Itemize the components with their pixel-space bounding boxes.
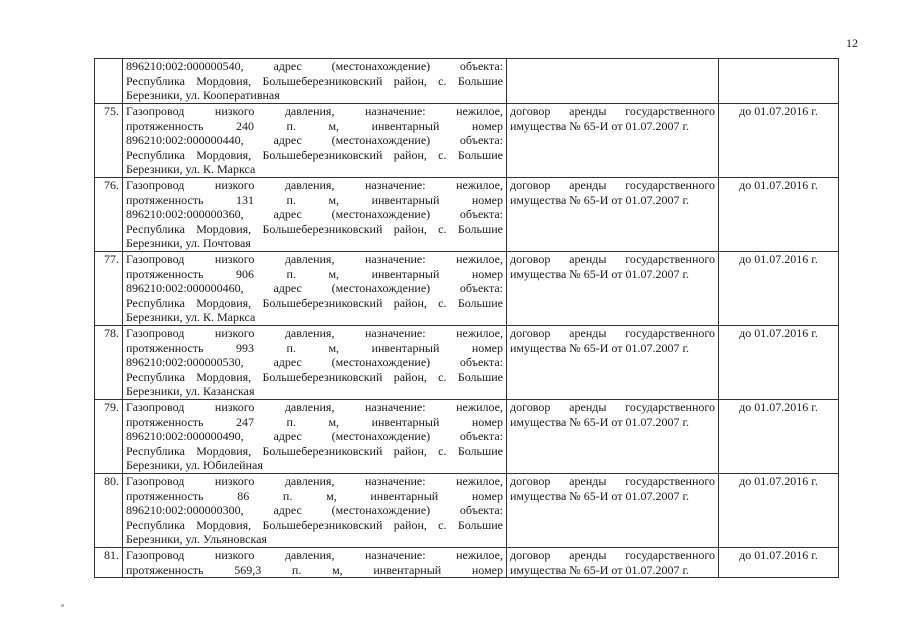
description-line: Газопровод низкого давления, назначение: нежилое, — [126, 104, 503, 118]
table-row — [95, 400, 839, 474]
document-line: договор аренды государственного — [510, 178, 715, 192]
description-line: протяженность 569,3 п. м, инвентарный номер — [126, 562, 503, 577]
description-line: Газопровод низкого давления, назначение: нежилое, — [126, 400, 503, 414]
description-line: Республика Мордовия, Большеберезниковский район, с. Большие — [126, 443, 503, 458]
basis-document-cell — [507, 400, 719, 474]
document-line: договор аренды государственного — [510, 474, 715, 488]
description-line: Газопровод низкого давления, назначение: нежилое, — [126, 548, 503, 562]
table-row — [95, 474, 839, 548]
object-description-cell — [123, 474, 507, 548]
description-line: Березники, ул. Ульяновская — [126, 532, 267, 547]
term-cell: до 01.07.2016 г. — [719, 252, 839, 326]
row-number-cell — [95, 59, 123, 104]
description-line: Березники, ул. К. Маркса — [126, 162, 256, 177]
basis-document-cell — [507, 474, 719, 548]
document-line: имущества № 65-И от 01.07.2007 г. — [510, 562, 690, 577]
description-line: Газопровод низкого давления, назначение: нежилое, — [126, 474, 503, 488]
description-line: Республика Мордовия, Большеберезниковский район, с. Большие — [126, 517, 503, 532]
description-line: Газопровод низкого давления, назначение: нежилое, — [126, 252, 503, 266]
description-line: протяженность 131 п. м, инвентарный номер — [126, 192, 503, 207]
term-cell — [719, 59, 839, 104]
description-line: 896210:002:000000300, адрес (местонахождение) объекта: — [126, 503, 503, 518]
row-number-cell: 77. — [95, 252, 123, 326]
description-line: протяженность 993 п. м, инвентарный номер — [126, 340, 503, 355]
object-description-cell — [123, 326, 507, 400]
scan-speck — [61, 604, 64, 607]
table-row — [95, 548, 839, 578]
table-row — [95, 252, 839, 326]
row-number-cell: 79. — [95, 400, 123, 474]
document-line: имущества № 65-И от 01.07.2007 г. — [510, 340, 690, 355]
basis-document-cell — [507, 178, 719, 252]
basis-document-cell — [507, 548, 719, 578]
table-row — [95, 104, 839, 178]
description-line: 896210:002:000000460, адрес (местонахождение) объекта: — [126, 281, 503, 296]
description-line: протяженность 240 п. м, инвентарный номер — [126, 118, 503, 133]
page-number: 12 — [846, 36, 858, 50]
object-description-cell — [123, 178, 507, 252]
row-number-cell: 76. — [95, 178, 123, 252]
object-description-cell — [123, 59, 507, 104]
description-line: Березники, ул. Юбилейная — [126, 458, 263, 473]
description-line: Березники, ул. К. Маркса — [126, 310, 256, 325]
table-row-continuation — [95, 59, 839, 104]
document-line: договор аренды государственного — [510, 548, 715, 562]
description-line: протяженность 247 п. м, инвентарный номер — [126, 414, 503, 429]
description-line: Березники, ул. Казанская — [126, 384, 255, 399]
object-description-cell — [123, 252, 507, 326]
row-number-cell: 75. — [95, 104, 123, 178]
description-line: Газопровод низкого давления, назначение: нежилое, — [126, 326, 503, 340]
term-cell: до 01.07.2016 г. — [719, 178, 839, 252]
table-row — [95, 326, 839, 400]
description-line: 896210:002:000000530, адрес (местонахождение) объекта: — [126, 355, 503, 370]
document-line: имущества № 65-И от 01.07.2007 г. — [510, 192, 690, 207]
description-line: 896210:002:000000540, адрес (местонахождение) объекта: — [126, 59, 503, 73]
row-number-cell: 78. — [95, 326, 123, 400]
description-line: Газопровод низкого давления, назначение: нежилое, — [126, 178, 503, 192]
description-line: протяженность 86 п. м, инвентарный номер — [126, 488, 503, 503]
description-line: 896210:002:000000490, адрес (местонахождение) объекта: — [126, 429, 503, 444]
description-line: Березники, ул. Кооперативная — [126, 88, 280, 103]
document-line: договор аренды государственного — [510, 326, 715, 340]
table-row — [95, 178, 839, 252]
object-description-cell — [123, 400, 507, 474]
object-description-cell — [123, 548, 507, 578]
description-line: 896210:002:000000360, адрес (местонахождение) объекта: — [126, 207, 503, 222]
document-line: договор аренды государственного — [510, 104, 715, 118]
description-line: 896210:002:000000440, адрес (местонахождение) объекта: — [126, 133, 503, 148]
description-line: Березники, ул. Почтовая — [126, 236, 251, 251]
description-line: Республика Мордовия, Большеберезниковский район, с. Большие — [126, 221, 503, 236]
document-line: договор аренды государственного — [510, 252, 715, 266]
term-cell: до 01.07.2016 г. — [719, 400, 839, 474]
basis-document-cell — [507, 252, 719, 326]
property-registry-table — [94, 58, 839, 578]
basis-document-cell — [507, 326, 719, 400]
description-line: Республика Мордовия, Большеберезниковский район, с. Большие — [126, 295, 503, 310]
description-line: Республика Мордовия, Большеберезниковский район, с. Большие — [126, 73, 503, 88]
document-line: имущества № 65-И от 01.07.2007 г. — [510, 266, 690, 281]
document-line: имущества № 65-И от 01.07.2007 г. — [510, 118, 690, 133]
row-number-cell: 81. — [95, 548, 123, 578]
term-cell: до 01.07.2016 г. — [719, 326, 839, 400]
description-line: протяженность 906 п. м, инвентарный номер — [126, 266, 503, 281]
term-cell: до 01.07.2016 г. — [719, 104, 839, 178]
object-description-cell — [123, 104, 507, 178]
term-cell: до 01.07.2016 г. — [719, 474, 839, 548]
description-line: Республика Мордовия, Большеберезниковский район, с. Большие — [126, 147, 503, 162]
row-number-cell: 80. — [95, 474, 123, 548]
document-line: договор аренды государственного — [510, 400, 715, 414]
document-line: имущества № 65-И от 01.07.2007 г. — [510, 414, 690, 429]
description-line: Республика Мордовия, Большеберезниковский район, с. Большие — [126, 369, 503, 384]
term-cell: до 01.07.2016 г. — [719, 548, 839, 578]
document-line: имущества № 65-И от 01.07.2007 г. — [510, 488, 690, 503]
basis-document-cell — [507, 104, 719, 178]
basis-document-cell — [507, 59, 719, 104]
